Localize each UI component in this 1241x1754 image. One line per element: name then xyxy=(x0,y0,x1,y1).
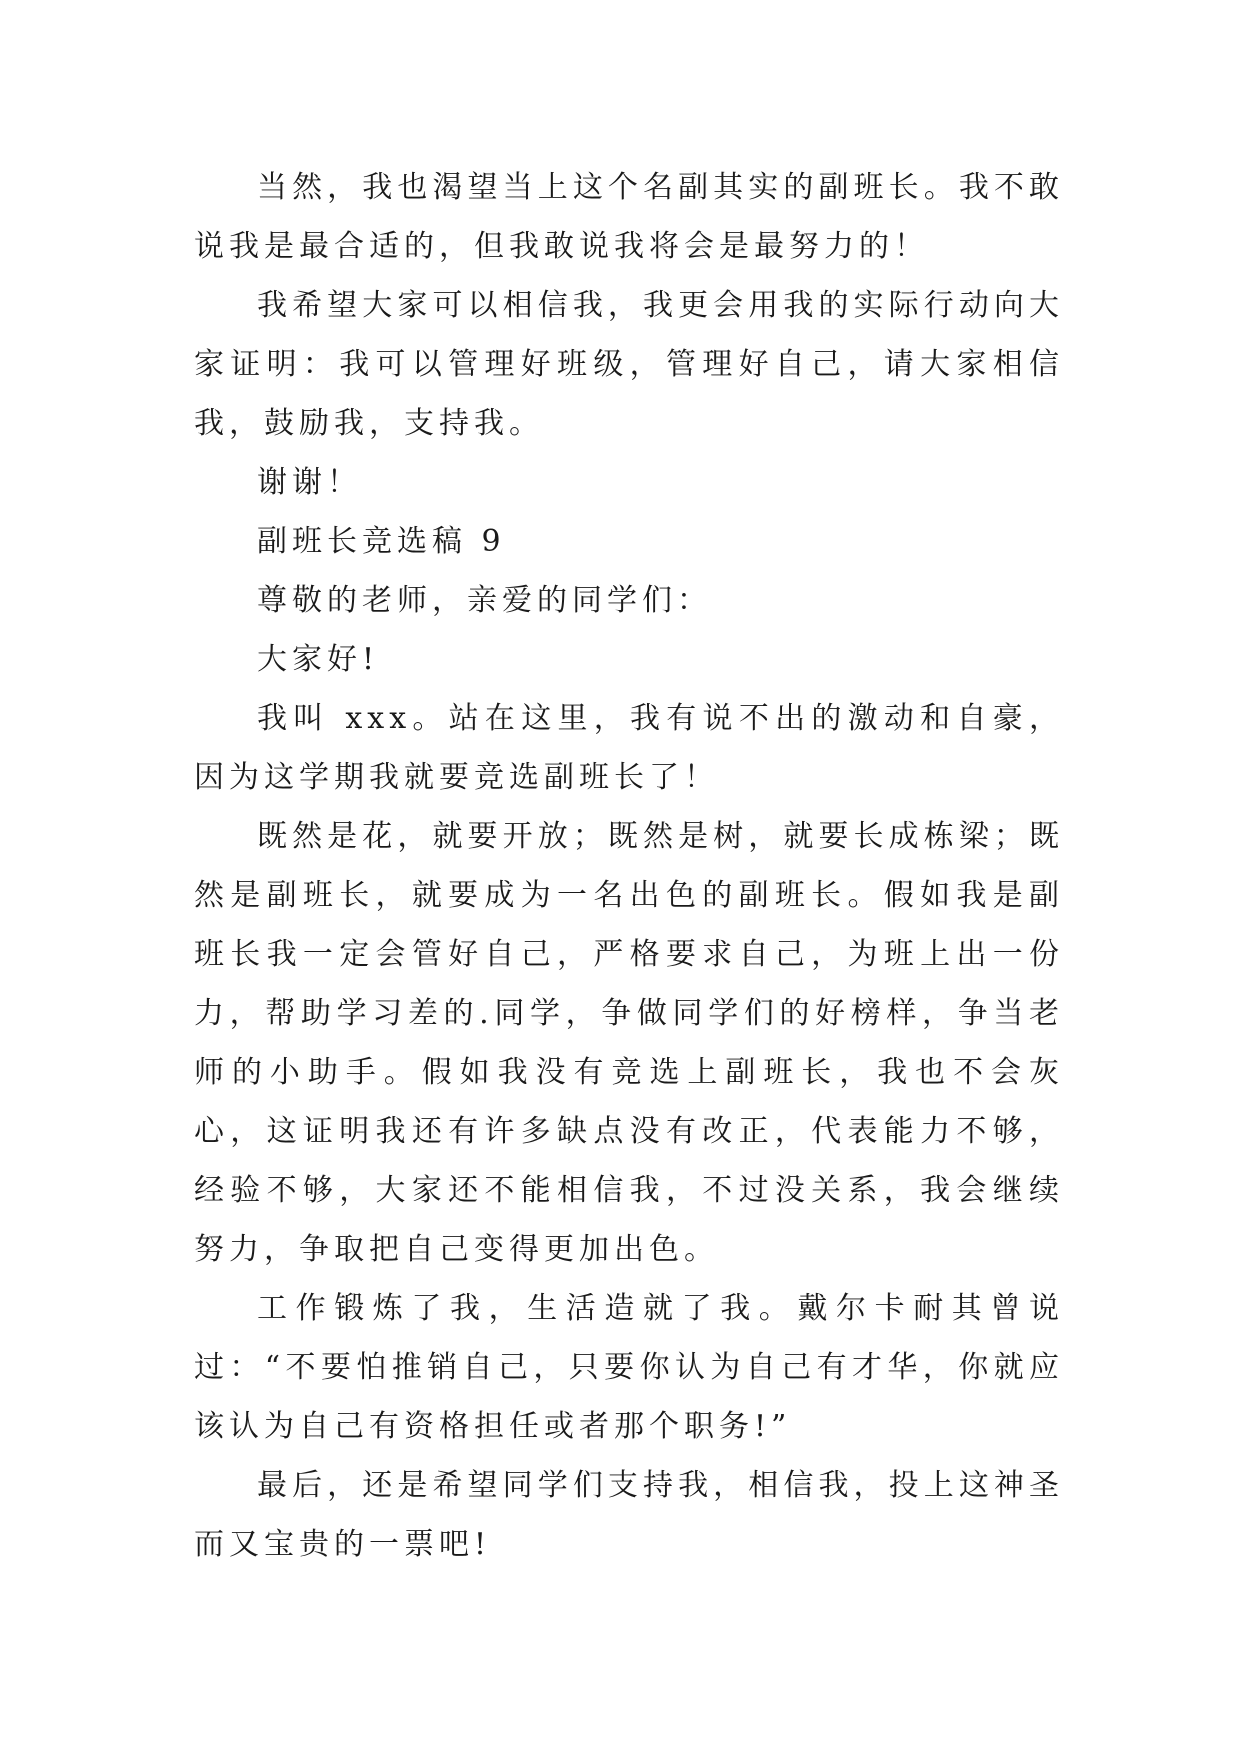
paragraph: 最后，还是希望同学们支持我，相信我，投上这神圣而又宝贵的一票吧! xyxy=(194,1468,1064,1562)
section-heading: 副班长竞选稿 9 xyxy=(257,524,506,559)
paragraph: 我希望大家可以相信我，我更会用我的实际行动向大家证明：我可以管理好班级，管理好自己，请大家相信我，鼓励我，支持我。 xyxy=(194,288,1064,441)
salutation: 尊敬的老师，亲爱的同学们： xyxy=(257,583,712,618)
greeting: 大家好! xyxy=(257,642,380,677)
paragraph: 工作锻炼了我，生活造就了我。戴尔卡耐其曾说过：“不要怕推销自己，只要你认为自己有才华，你就应该认为自己有资格担任或者那个职务!” xyxy=(194,1291,1064,1444)
paragraph: 我叫 xxx。站在这里，我有说不出的激动和自豪，因为这学期我就要竞选副班长了！ xyxy=(194,701,1064,795)
paragraph: 当然，我也渴望当上这个名副其实的副班长。我不敢说我是最合适的，但我敢说我将会是最努力的！ xyxy=(194,170,1064,264)
paragraph: 既然是花，就要开放；既然是树，就要长成栋梁；既然是副班长，就要成为一名出色的副班长。假如我是副班长我一定会管好自己，严格要求自己，为班上出一份力，帮助学习差的.同学，争做同学们的好榜样，争当老师的小助手。假如我没有竞选上副班长，我也不会灰心，这证明我还有许多缺点没有改正，代表能力不够，经验不够，大家还不能相信我，不过没关系，我会继续努力，争取把自己变得更加出色。 xyxy=(194,819,1064,1267)
paragraph: 谢谢！ xyxy=(257,465,362,500)
document-body xyxy=(194,158,1064,1574)
